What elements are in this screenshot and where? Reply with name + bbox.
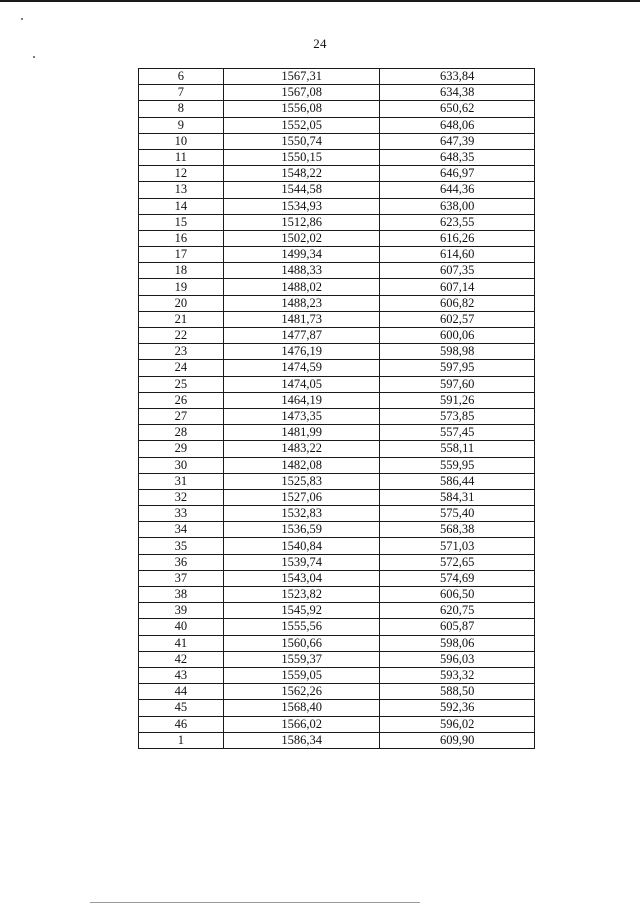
table-row: [139, 117, 535, 133]
y-coordinate-cell: 606,50: [380, 587, 535, 603]
table-row: [139, 635, 535, 651]
point-number-cell: 15: [139, 214, 224, 230]
point-number-cell: 31: [139, 473, 224, 489]
y-coordinate-cell: 609,90: [380, 732, 535, 748]
page-top-edge: [0, 0, 640, 2]
x-coordinate-cell: 1488,33: [223, 263, 380, 279]
table-row: [139, 651, 535, 667]
x-coordinate-cell: 1539,74: [223, 554, 380, 570]
table-row: [139, 344, 535, 360]
x-coordinate-cell: 1555,56: [223, 619, 380, 635]
point-number-cell: 39: [139, 603, 224, 619]
table-row: [139, 506, 535, 522]
x-coordinate-cell: 1559,05: [223, 667, 380, 683]
y-coordinate-cell: 648,35: [380, 149, 535, 165]
page-bottom-edge: [90, 902, 420, 903]
point-number-cell: 40: [139, 619, 224, 635]
y-coordinate-cell: 592,36: [380, 700, 535, 716]
table-row: [139, 473, 535, 489]
x-coordinate-cell: 1481,99: [223, 425, 380, 441]
point-number-cell: 13: [139, 182, 224, 198]
x-coordinate-cell: 1560,66: [223, 635, 380, 651]
table-row: [139, 684, 535, 700]
table-row: [139, 441, 535, 457]
point-number-cell: 42: [139, 651, 224, 667]
scan-speck: [33, 56, 35, 58]
y-coordinate-cell: 644,36: [380, 182, 535, 198]
x-coordinate-cell: 1525,83: [223, 473, 380, 489]
table-row: [139, 425, 535, 441]
y-coordinate-cell: 650,62: [380, 101, 535, 117]
point-number-cell: 24: [139, 360, 224, 376]
point-number-cell: 29: [139, 441, 224, 457]
y-coordinate-cell: 596,02: [380, 716, 535, 732]
y-coordinate-cell: 588,50: [380, 684, 535, 700]
table-row: [139, 85, 535, 101]
point-number-cell: 20: [139, 295, 224, 311]
page-number: 24: [313, 36, 327, 51]
x-coordinate-cell: 1544,58: [223, 182, 380, 198]
point-number-cell: 30: [139, 457, 224, 473]
y-coordinate-cell: 623,55: [380, 214, 535, 230]
point-number-cell: 46: [139, 716, 224, 732]
y-coordinate-cell: 605,87: [380, 619, 535, 635]
y-coordinate-cell: 591,26: [380, 392, 535, 408]
table-row: [139, 667, 535, 683]
point-number-cell: 16: [139, 230, 224, 246]
x-coordinate-cell: 1534,93: [223, 198, 380, 214]
point-number-cell: 18: [139, 263, 224, 279]
table-row: [139, 408, 535, 424]
point-number-cell: 27: [139, 408, 224, 424]
y-coordinate-cell: 634,38: [380, 85, 535, 101]
x-coordinate-cell: 1476,19: [223, 344, 380, 360]
point-number-cell: 33: [139, 506, 224, 522]
y-coordinate-cell: 638,00: [380, 198, 535, 214]
x-coordinate-cell: 1552,05: [223, 117, 380, 133]
table-row: [139, 328, 535, 344]
table-row: [139, 214, 535, 230]
y-coordinate-cell: 647,39: [380, 133, 535, 149]
point-number-cell: 19: [139, 279, 224, 295]
point-number-cell: 12: [139, 166, 224, 182]
table-row: [139, 570, 535, 586]
table-row: [139, 522, 535, 538]
x-coordinate-cell: 1540,84: [223, 538, 380, 554]
table-row: [139, 263, 535, 279]
y-coordinate-cell: 598,06: [380, 635, 535, 651]
x-coordinate-cell: 1532,83: [223, 506, 380, 522]
y-coordinate-cell: 600,06: [380, 328, 535, 344]
point-number-cell: 38: [139, 587, 224, 603]
point-number-cell: 26: [139, 392, 224, 408]
x-coordinate-cell: 1527,06: [223, 489, 380, 505]
table-row: [139, 247, 535, 263]
x-coordinate-cell: 1543,04: [223, 570, 380, 586]
coordinates-table-body: [139, 69, 535, 749]
table-row: [139, 166, 535, 182]
x-coordinate-cell: 1474,59: [223, 360, 380, 376]
table-row: [139, 587, 535, 603]
table-row: [139, 716, 535, 732]
x-coordinate-cell: 1464,19: [223, 392, 380, 408]
table-row: [139, 360, 535, 376]
point-number-cell: 11: [139, 149, 224, 165]
point-number-cell: 43: [139, 667, 224, 683]
y-coordinate-cell: 593,32: [380, 667, 535, 683]
table-row: [139, 538, 535, 554]
table-row: [139, 182, 535, 198]
point-number-cell: 6: [139, 69, 224, 85]
table-row: [139, 489, 535, 505]
y-coordinate-cell: 574,69: [380, 570, 535, 586]
point-number-cell: 14: [139, 198, 224, 214]
table-row: [139, 376, 535, 392]
coordinates-table: [138, 68, 535, 749]
x-coordinate-cell: 1568,40: [223, 700, 380, 716]
y-coordinate-cell: 575,40: [380, 506, 535, 522]
x-coordinate-cell: 1499,34: [223, 247, 380, 263]
x-coordinate-cell: 1481,73: [223, 311, 380, 327]
y-coordinate-cell: 572,65: [380, 554, 535, 570]
point-number-cell: 37: [139, 570, 224, 586]
x-coordinate-cell: 1477,87: [223, 328, 380, 344]
point-number-cell: 44: [139, 684, 224, 700]
x-coordinate-cell: 1488,23: [223, 295, 380, 311]
point-number-cell: 41: [139, 635, 224, 651]
y-coordinate-cell: 614,60: [380, 247, 535, 263]
y-coordinate-cell: 559,95: [380, 457, 535, 473]
table-row: [139, 554, 535, 570]
point-number-cell: 21: [139, 311, 224, 327]
y-coordinate-cell: 646,97: [380, 166, 535, 182]
table-row: [139, 392, 535, 408]
table-row: [139, 149, 535, 165]
x-coordinate-cell: 1556,08: [223, 101, 380, 117]
table-row: [139, 700, 535, 716]
x-coordinate-cell: 1562,26: [223, 684, 380, 700]
y-coordinate-cell: 597,60: [380, 376, 535, 392]
point-number-cell: 34: [139, 522, 224, 538]
x-coordinate-cell: 1482,08: [223, 457, 380, 473]
table-row: [139, 603, 535, 619]
point-number-cell: 45: [139, 700, 224, 716]
table-row: [139, 69, 535, 85]
x-coordinate-cell: 1550,74: [223, 133, 380, 149]
x-coordinate-cell: 1567,31: [223, 69, 380, 85]
table-row: [139, 295, 535, 311]
y-coordinate-cell: 597,95: [380, 360, 535, 376]
y-coordinate-cell: 557,45: [380, 425, 535, 441]
y-coordinate-cell: 598,98: [380, 344, 535, 360]
y-coordinate-cell: 606,82: [380, 295, 535, 311]
x-coordinate-cell: 1566,02: [223, 716, 380, 732]
y-coordinate-cell: 571,03: [380, 538, 535, 554]
y-coordinate-cell: 586,44: [380, 473, 535, 489]
y-coordinate-cell: 607,14: [380, 279, 535, 295]
point-number-cell: 32: [139, 489, 224, 505]
point-number-cell: 36: [139, 554, 224, 570]
y-coordinate-cell: 596,03: [380, 651, 535, 667]
point-number-cell: 25: [139, 376, 224, 392]
table-row: [139, 198, 535, 214]
table-row: [139, 457, 535, 473]
x-coordinate-cell: 1550,15: [223, 149, 380, 165]
x-coordinate-cell: 1559,37: [223, 651, 380, 667]
y-coordinate-cell: 616,26: [380, 230, 535, 246]
x-coordinate-cell: 1548,22: [223, 166, 380, 182]
point-number-cell: 1: [139, 732, 224, 748]
scan-speck: [21, 18, 23, 20]
y-coordinate-cell: 648,06: [380, 117, 535, 133]
table-row: [139, 279, 535, 295]
y-coordinate-cell: 633,84: [380, 69, 535, 85]
point-number-cell: 22: [139, 328, 224, 344]
y-coordinate-cell: 584,31: [380, 489, 535, 505]
y-coordinate-cell: 573,85: [380, 408, 535, 424]
table-row: [139, 133, 535, 149]
x-coordinate-cell: 1488,02: [223, 279, 380, 295]
y-coordinate-cell: 607,35: [380, 263, 535, 279]
point-number-cell: 28: [139, 425, 224, 441]
point-number-cell: 35: [139, 538, 224, 554]
point-number-cell: 7: [139, 85, 224, 101]
x-coordinate-cell: 1567,08: [223, 85, 380, 101]
x-coordinate-cell: 1473,35: [223, 408, 380, 424]
point-number-cell: 17: [139, 247, 224, 263]
x-coordinate-cell: 1523,82: [223, 587, 380, 603]
table-row: [139, 101, 535, 117]
x-coordinate-cell: 1545,92: [223, 603, 380, 619]
x-coordinate-cell: 1502,02: [223, 230, 380, 246]
table-row: [139, 311, 535, 327]
table-row: [139, 732, 535, 748]
x-coordinate-cell: 1483,22: [223, 441, 380, 457]
table-row: [139, 230, 535, 246]
x-coordinate-cell: 1586,34: [223, 732, 380, 748]
x-coordinate-cell: 1512,86: [223, 214, 380, 230]
point-number-cell: 23: [139, 344, 224, 360]
point-number-cell: 9: [139, 117, 224, 133]
y-coordinate-cell: 602,57: [380, 311, 535, 327]
y-coordinate-cell: 568,38: [380, 522, 535, 538]
table-row: [139, 619, 535, 635]
x-coordinate-cell: 1536,59: [223, 522, 380, 538]
x-coordinate-cell: 1474,05: [223, 376, 380, 392]
point-number-cell: 10: [139, 133, 224, 149]
y-coordinate-cell: 620,75: [380, 603, 535, 619]
point-number-cell: 8: [139, 101, 224, 117]
y-coordinate-cell: 558,11: [380, 441, 535, 457]
